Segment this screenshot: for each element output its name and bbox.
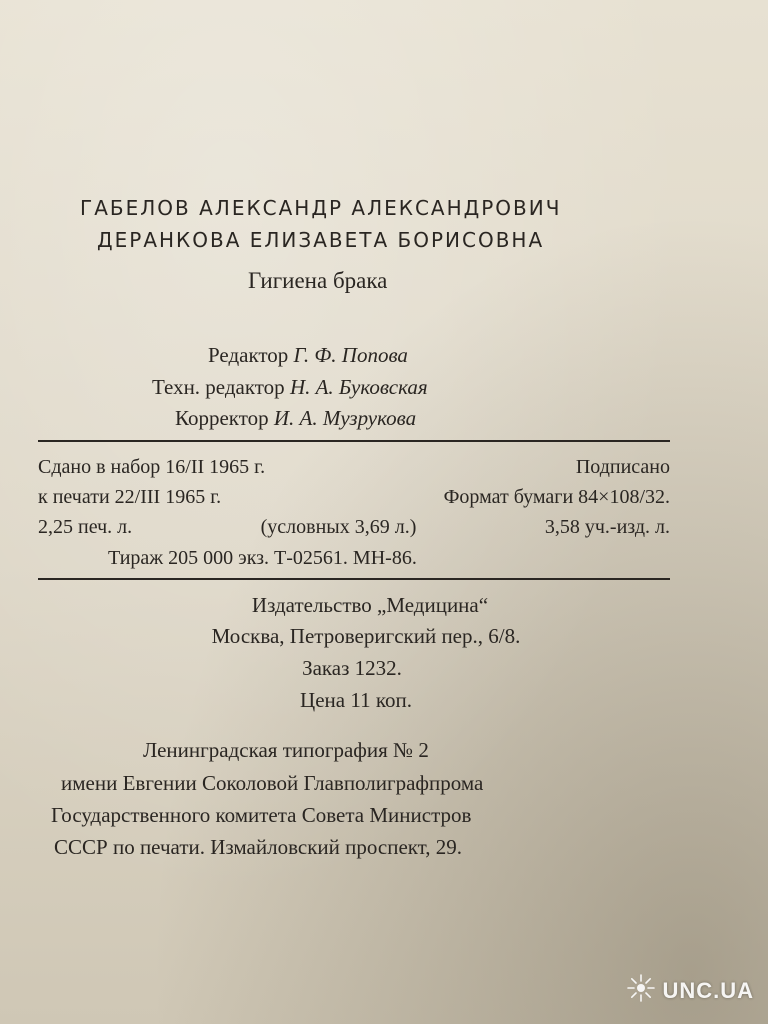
staff-role: Редактор — [208, 343, 289, 367]
staff-name: Г. Ф. Попова — [293, 343, 408, 367]
printer-line-3: Государственного комитета Совета Министров — [51, 803, 472, 827]
staff-role: Корректор — [175, 406, 269, 430]
staff-proofreader — [175, 408, 416, 429]
printer-line-2: имени Евгении Соколовой Главполиграфпрома — [61, 771, 484, 795]
site-watermark — [626, 973, 754, 1008]
price: Цена 11 коп. — [300, 688, 412, 712]
imprint-print-sheets: 2,25 печ. л. — [38, 516, 133, 538]
staff-tech-editor — [152, 377, 428, 398]
staff-name: Н. А. Буковская — [289, 375, 428, 399]
imprint-print-date: к печати 22/III 1965 г. — [38, 486, 222, 508]
publisher-name: Издательство „Медицина“ — [251, 593, 489, 617]
author-2: ДЕРАНКОВА ЕЛИЗАВЕТА БОРИСОВНА — [97, 228, 545, 252]
imprint-row-1 — [38, 457, 670, 477]
divider-bottom — [38, 578, 670, 580]
imprint-paper-format: Формат бумаги 84×108/32. — [443, 486, 670, 508]
order-number: Заказ 1232. — [302, 656, 402, 680]
imprint-row-2 — [38, 487, 670, 507]
staff-editor — [208, 345, 408, 366]
publisher-address: Москва, Петроверигский пер., 6/8. — [211, 624, 521, 648]
staff-role: Техн. редактор — [152, 375, 285, 399]
printer-line-1: Ленинградская типография № 2 — [143, 738, 429, 762]
imprint-row-3 — [38, 517, 670, 537]
imprint-run: Тираж 205 000 экз. Т-02561. МН-86. — [108, 547, 417, 569]
printer-line-4: СССР по печати. Измайловский проспект, 29. — [54, 835, 463, 859]
sunburst-logo-icon — [626, 973, 656, 1008]
divider-top — [38, 440, 670, 442]
author-1: ГАБЕЛОВ АЛЕКСАНДР АЛЕКСАНДРОВИЧ — [80, 196, 562, 220]
imprint-signed: Подписано — [575, 456, 670, 478]
imprint-conventional-sheets: (условных 3,69 л.) — [260, 516, 417, 538]
book-title: Гигиена брака — [248, 268, 388, 293]
imprint-publisher-sheets: 3,58 уч.-изд. л. — [544, 516, 670, 538]
staff-name: И. А. Музрукова — [273, 406, 417, 430]
imprint-typeset-date: Сдано в набор 16/II 1965 г. — [38, 456, 266, 478]
watermark-text: UNC.UA — [662, 977, 754, 1003]
